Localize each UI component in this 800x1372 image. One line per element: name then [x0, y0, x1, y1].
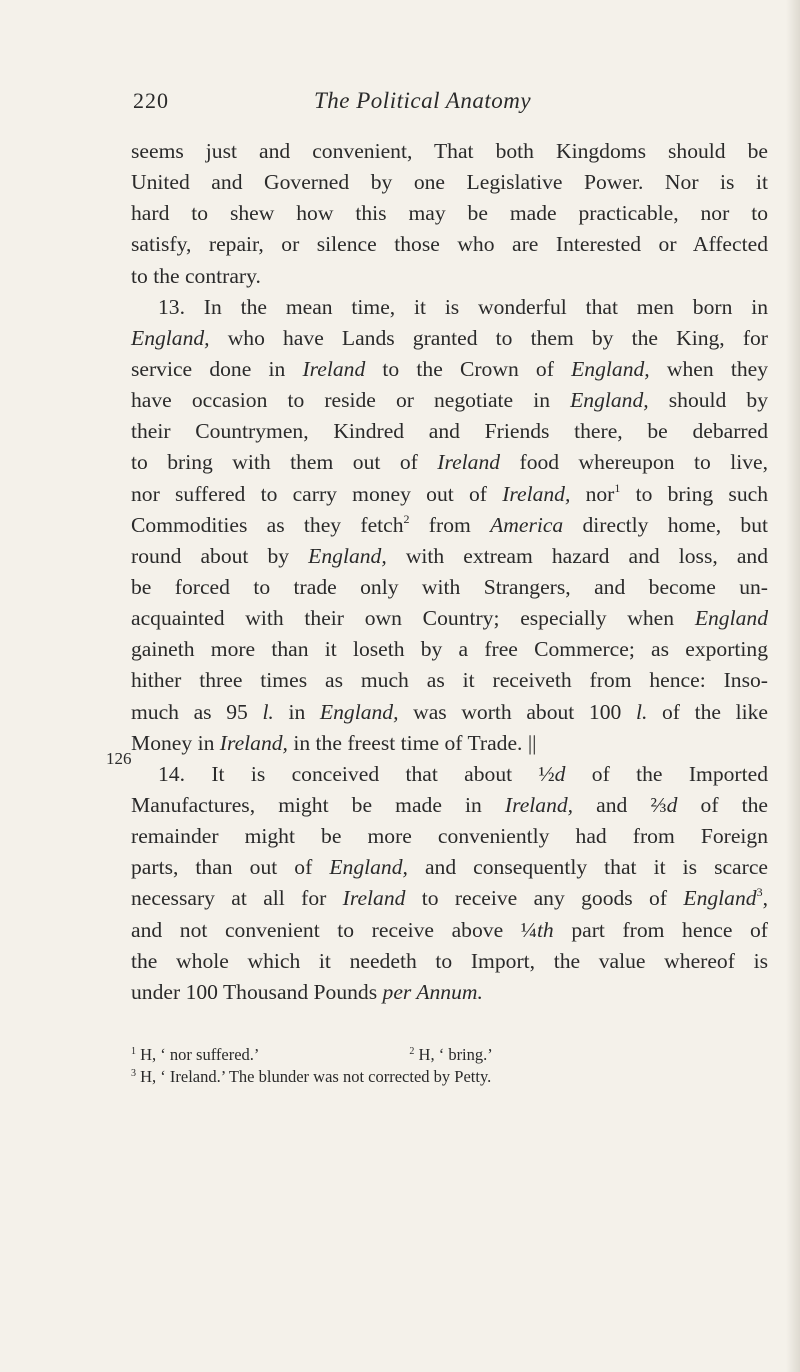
text-line: nor suffered to carry money out of Ireland, nor$^1$ to bring such [131, 480, 769, 506]
text-line: under 100 Thousand Pounds per Annum. [131, 979, 483, 1004]
text-line: hither three times as much as it receiveth from hence: Inso- [131, 668, 768, 693]
footnote-row [131, 1044, 768, 1066]
page-header [0, 88, 800, 118]
text-line: Commodities as they fetch$^2$ from America directly home, but [131, 511, 768, 537]
page-edge-shadow [786, 0, 800, 1372]
text-line: service done in Ireland to the Crown of England, when they [131, 356, 768, 381]
text-line: acquainted with their own Country; especially when England [131, 606, 768, 631]
footnote-row [131, 1066, 768, 1088]
text-line: their Countrymen, Kindred and Friends there, be debarred [131, 419, 768, 444]
footnote-2: $^2$ H, ‘ bring.’ [409, 1045, 493, 1064]
text-line: have occasion to reside or negotiate in England, should by [131, 388, 768, 413]
text-line: the whole which it needeth to Import, the value whereof is [131, 948, 768, 973]
text-line: be forced to trade only with Strangers, and become un- [131, 574, 768, 599]
footnote-1: $^1$ H, ‘ nor suffered.’ [131, 1045, 260, 1064]
text-line: much as 95 l. in England, was worth about 100 l. of the like [131, 699, 768, 724]
text-line: hard to shew how this may be made practicable, nor to [131, 201, 768, 226]
text-line: seems just and convenient, That both Kingdoms should be [131, 139, 768, 163]
page-number: 220 [133, 88, 169, 113]
text-line: to the contrary. [131, 263, 261, 288]
text-line: satisfy, repair, or silence those who are Interested or Affected [131, 232, 768, 257]
text-line: parts, than out of England, and consequently that it is scarce [131, 855, 769, 880]
footnotes [131, 1044, 768, 1088]
text-line: to bring with them out of Ireland food whereupon to live, [131, 450, 768, 475]
text-line: gaineth more than it loseth by a free Commerce; as exporting [131, 637, 768, 662]
text-line: round about by England, with extream hazard and loss, and [131, 543, 768, 568]
footnote-marker: 2 [403, 511, 410, 526]
text-line: United and Governed by one Legislative Power. Nor is it [131, 170, 768, 195]
text-line: Manufactures, might be made in Ireland, and ⅔d of the [131, 792, 768, 817]
margin-page-reference: 126 [106, 749, 132, 768]
main-text [131, 136, 768, 1008]
footnote-3: $^3$ H, ‘ Ireland.’ The blunder was not corrected by Petty. [131, 1067, 492, 1086]
text-line: Money in Ireland, in the freest time of Trade. || [131, 730, 537, 755]
paragraph-13-start: 13. In the mean time, it is wonderful that men born in [158, 294, 768, 319]
running-title: The Political Anatomy [314, 88, 532, 113]
text-line: England, who have Lands granted to them by the King, for [131, 325, 768, 350]
footnote-marker: 1 [614, 480, 621, 495]
text-line: and not convenient to receive above ¼th part from hence of [131, 917, 768, 942]
text-line: necessary at all for Ireland to receive any goods of England$^3$, [131, 885, 768, 911]
text-line: remainder might be more conveniently had from Foreign [131, 824, 768, 849]
footnote-marker: 3 [756, 885, 763, 900]
paragraph-14-start: 14. It is conceived that about ½d of the Imported [158, 761, 768, 786]
